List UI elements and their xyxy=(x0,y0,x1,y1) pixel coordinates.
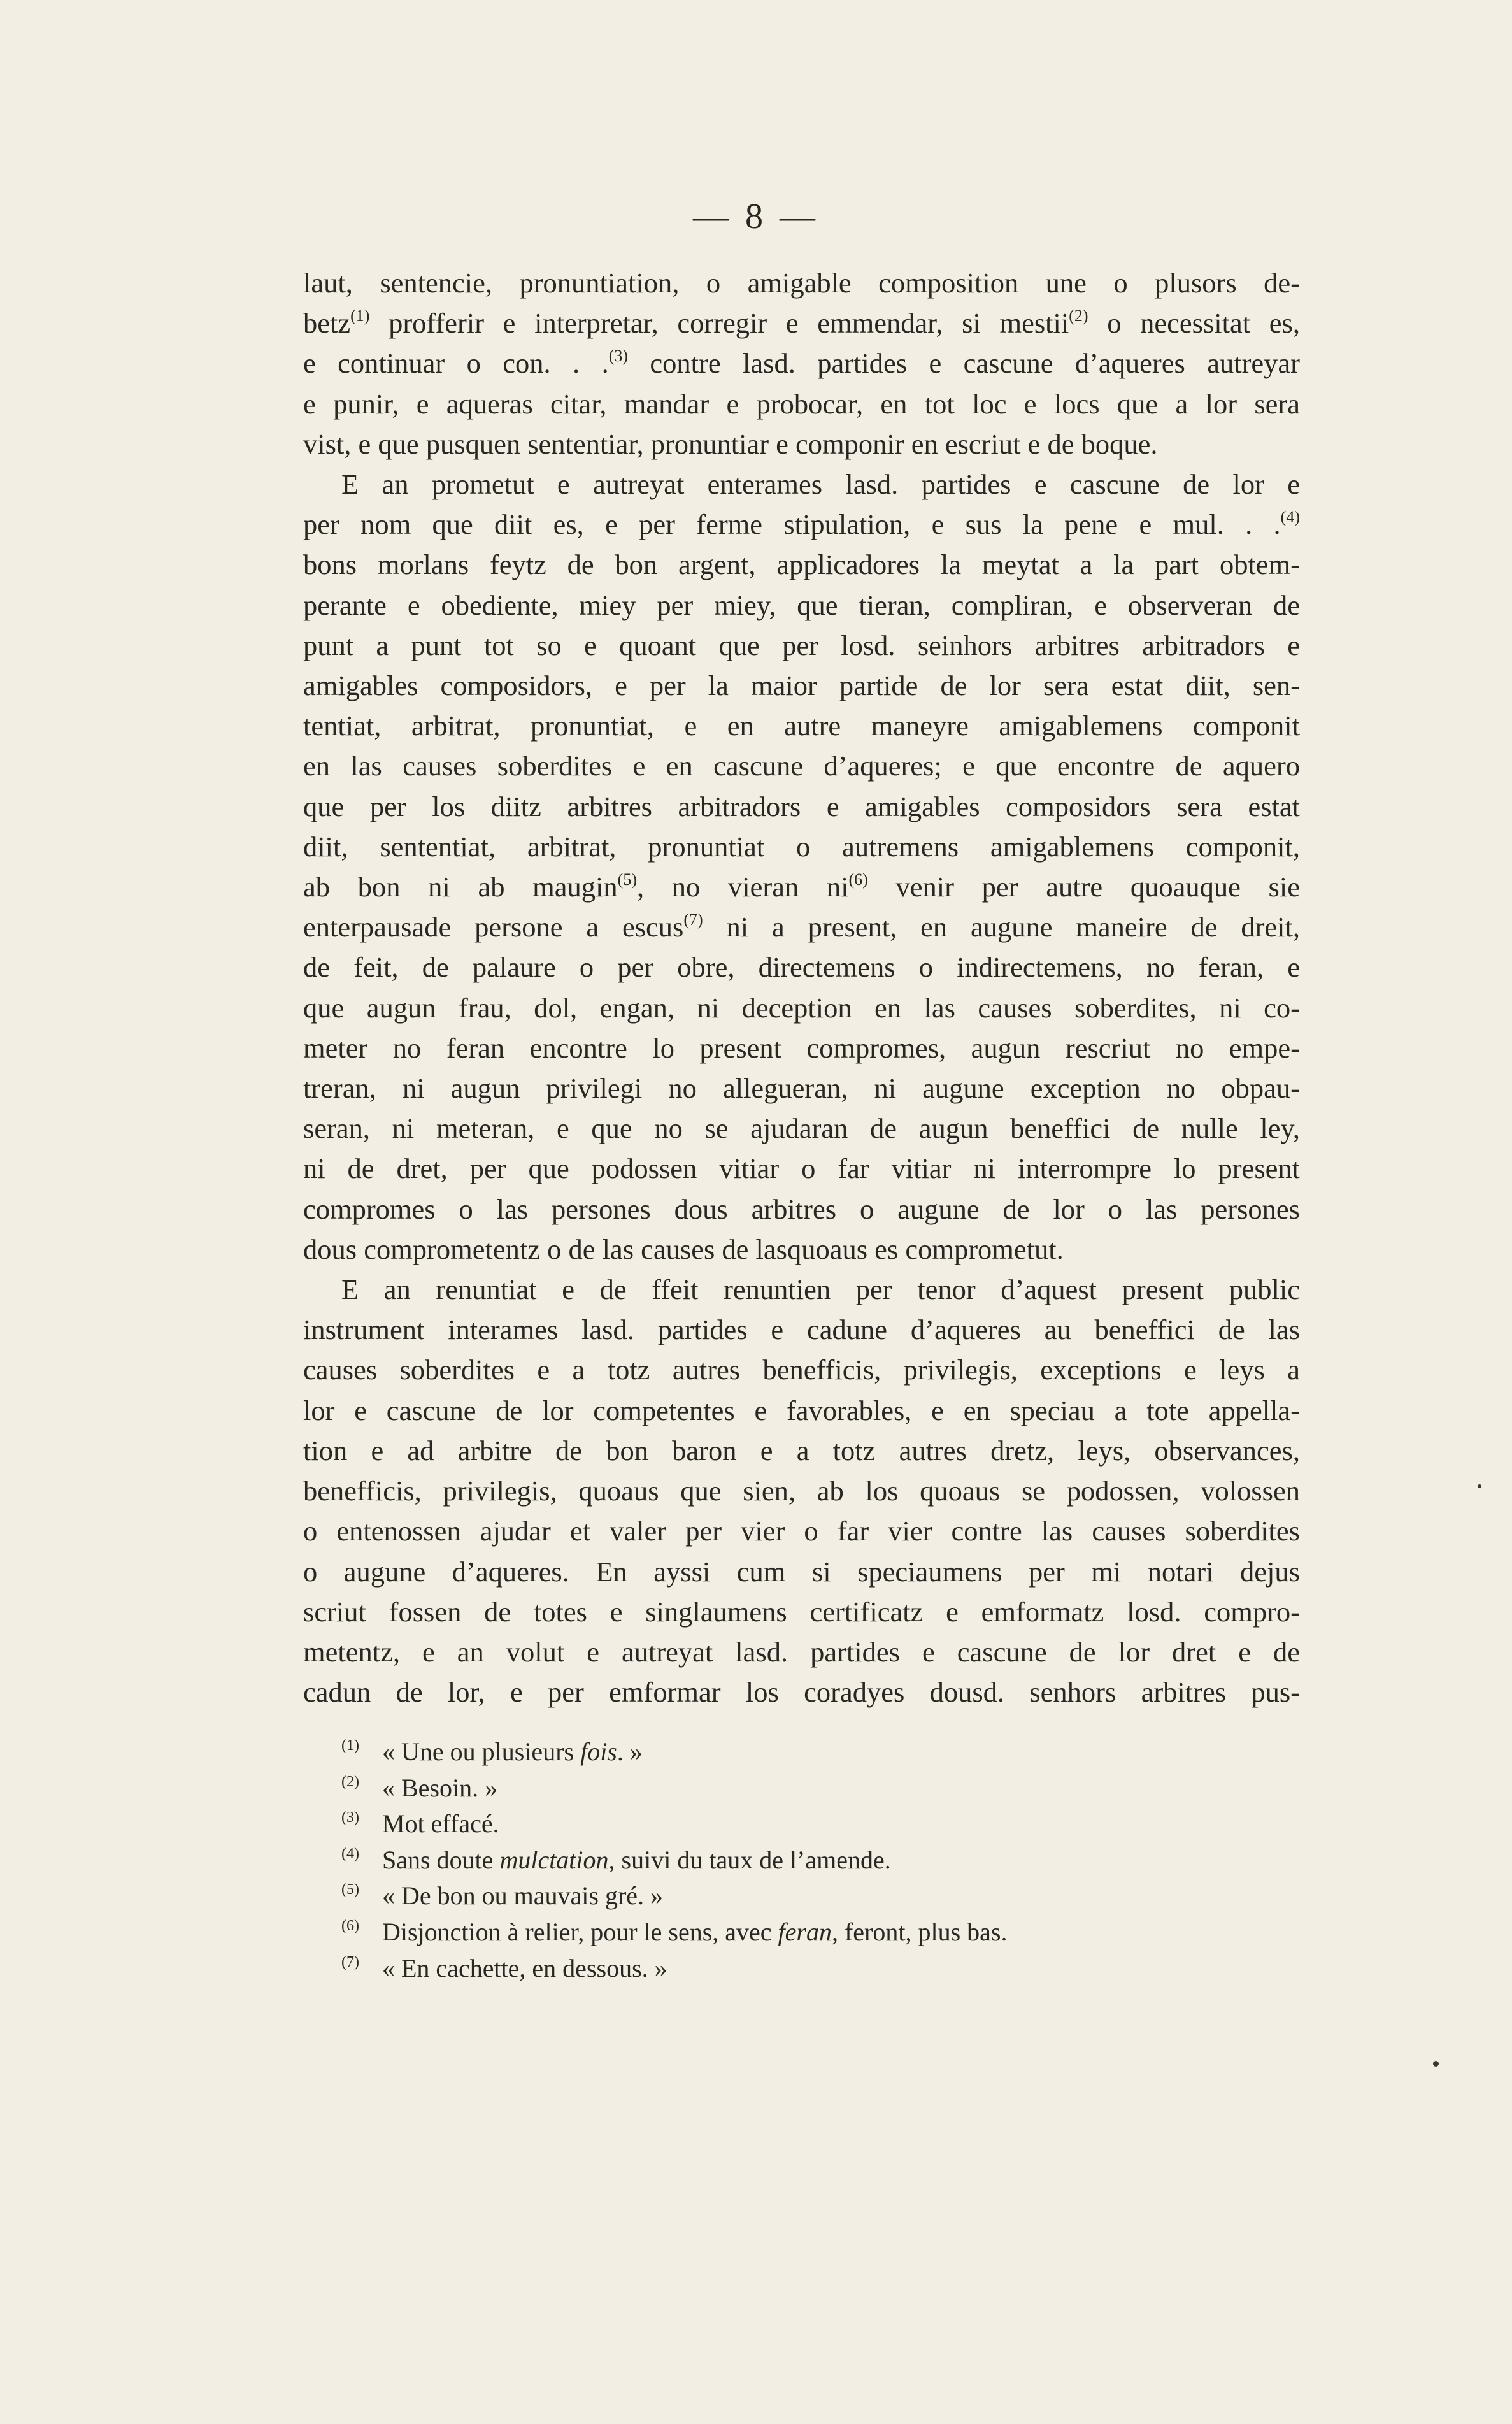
text-run: punt a punt tot so e quoant que per losd. seinhors arbitres arbitradors e xyxy=(303,629,1300,661)
text-line xyxy=(303,263,1300,303)
footnote-number: (6) xyxy=(341,1917,359,1934)
text-line xyxy=(303,626,1300,666)
text-run: amigables composidors, e per la maior partide de lor sera estat diit, sen- xyxy=(303,670,1300,702)
text-run: ab bon ni ab maugin xyxy=(303,871,618,903)
text-line xyxy=(303,1511,1300,1551)
footnote xyxy=(341,1842,1169,1879)
text-line xyxy=(303,787,1300,827)
text-run: compromes o las persones dous arbitres o augune de lor o las persones xyxy=(303,1193,1300,1225)
text-run: , no vieran ni xyxy=(636,871,849,903)
footnote-text-run: Disjonction à relier, pour le sens, avec xyxy=(382,1917,778,1946)
text-run: enterpausade persone a escus xyxy=(303,911,684,943)
footnote-number: (3) xyxy=(341,1809,359,1826)
footnote-ref: (2) xyxy=(1069,306,1088,326)
footnote-text-run: Mot effacé. xyxy=(382,1809,499,1839)
text-line xyxy=(303,505,1300,545)
text-run: que augun frau, dol, engan, ni deception en las causes soberdites, ni co- xyxy=(303,991,1300,1024)
footnote-number: (7) xyxy=(341,1953,359,1970)
text-line xyxy=(303,1028,1300,1068)
footnote-italic: mulctation xyxy=(499,1845,609,1874)
footnote xyxy=(341,1951,1169,1987)
text-run: o entenossen ajudar et valer per vier o far vier contre las causes soberdites xyxy=(303,1515,1300,1547)
text-line xyxy=(303,424,1300,464)
text-line xyxy=(303,827,1300,867)
text-run: o necessitat es, xyxy=(1088,307,1300,340)
text-run: E an renuntiat e de ffeit renuntien per tenor d’aquest present public xyxy=(341,1273,1300,1306)
footnote xyxy=(341,1914,1169,1951)
text-run: e punir, e aqueras citar, mandar e probocar, en tot loc e locs que a lor sera xyxy=(303,387,1300,420)
text-run: laut, sentencie, pronuntiation, o amigable composition une o plusors de- xyxy=(303,267,1300,299)
text-run: tion e ad arbitre de bon baron e a totz autres dretz, leys, observances, xyxy=(303,1434,1300,1467)
footnote-number: (4) xyxy=(341,1845,359,1862)
text-run: betz xyxy=(303,307,351,340)
text-run: benefficis, privilegis, quoaus que sien, ab los quoaus se podossen, volossen xyxy=(303,1475,1300,1507)
text-run: que per los diitz arbitres arbitradors e amigables composidors sera estat xyxy=(303,790,1300,822)
text-line xyxy=(303,1189,1300,1230)
text-run: profferir e interpretar, corregir e emmendar, si mestii xyxy=(369,307,1069,340)
ink-speck xyxy=(1478,1484,1481,1488)
text-line xyxy=(303,343,1300,384)
footnote xyxy=(341,1806,1169,1842)
text-line xyxy=(303,947,1300,987)
text-run: seran, ni meteran, e que no se ajudaran de augun beneffici de nulle ley, xyxy=(303,1112,1300,1145)
text-run: per nom que diit es, e per ferme stipulation, e sus la pene e mul. . . xyxy=(303,508,1281,541)
text-run: bons morlans feytz de bon argent, applicadores la meytat a la part obtem- xyxy=(303,549,1300,581)
text-run: tentiat, arbitrat, pronuntiat, e en autre maneyre amigablemens componit xyxy=(303,710,1300,742)
footnote-italic: fois xyxy=(580,1737,617,1766)
text-line xyxy=(303,1310,1300,1350)
footnote-number: (5) xyxy=(341,1881,359,1898)
text-run: cadun de lor, e per emformar los coradyes dousd. senhors arbitres pus- xyxy=(303,1676,1300,1709)
footnote-text-run: « En cachette, en dessous. » xyxy=(382,1953,667,1983)
footnote-text xyxy=(382,1878,663,1914)
footnote-text xyxy=(382,1842,891,1879)
footnote-ref: (7) xyxy=(683,910,703,929)
text-line xyxy=(303,666,1300,706)
footnote xyxy=(341,1878,1169,1914)
text-run: metentz, e an volut e autreyat lasd. partides e cascune de lor dret e de xyxy=(303,1635,1300,1668)
footnote-text xyxy=(382,1914,1007,1951)
text-line xyxy=(303,384,1300,424)
body-text xyxy=(303,263,1300,1712)
text-run: treran, ni augun privilegi no allegueran, ni augune exception no obpau- xyxy=(303,1072,1300,1105)
text-line xyxy=(303,1108,1300,1149)
text-run: en las causes soberdites e en cascune d’aqueres; e que encontre de aquero xyxy=(303,750,1300,782)
footnote-ref: (6) xyxy=(848,870,868,889)
text-line xyxy=(303,1230,1300,1270)
footnote-ref: (5) xyxy=(617,870,637,889)
footnote-ref: (4) xyxy=(1280,508,1300,527)
text-line xyxy=(303,585,1300,626)
page-number: — 8 — xyxy=(693,197,819,236)
text-line xyxy=(303,1350,1300,1390)
text-line xyxy=(303,1672,1300,1712)
text-run: causes soberdites e a totz autres benefficis, privilegis, exceptions e leys a xyxy=(303,1354,1300,1386)
text-run: de feit, de palaure o per obre, directemens o indirectemens, no feran, e xyxy=(303,951,1300,984)
text-run: contre lasd. partides e cascune d’aqueres autreyar xyxy=(628,347,1300,380)
text-run: scriut fossen de totes e singlaumens certificatz e emformatz losd. compro- xyxy=(303,1595,1300,1628)
footnote xyxy=(341,1770,1169,1807)
footnote-ref: (3) xyxy=(608,347,629,366)
footnote-text-run: , feront, plus bas. xyxy=(831,1917,1008,1946)
footnote-text-run: Sans doute xyxy=(382,1845,500,1874)
text-line xyxy=(303,746,1300,786)
text-line xyxy=(303,1632,1300,1672)
text-run: ni de dret, per que podossen vitiar o far vitiar ni interrompre lo present xyxy=(303,1152,1300,1185)
text-line xyxy=(303,1471,1300,1511)
footnotes xyxy=(341,1734,1169,1986)
text-run: lor e cascune de lor competentes e favorables, e en speciau a tote appella- xyxy=(303,1394,1300,1426)
text-line xyxy=(303,988,1300,1028)
text-line xyxy=(303,1592,1300,1632)
text-run: E an prometut e autreyat enterames lasd. partides e cascune de lor e xyxy=(341,468,1300,501)
footnote xyxy=(341,1734,1169,1770)
footnote-text-run: « De bon ou mauvais gré. » xyxy=(382,1881,664,1911)
text-run: diit, sententiat, arbitrat, pronuntiat o autremens amigablemens componit, xyxy=(303,830,1300,863)
text-run: vist, e que pusquen sententiar, pronuntiar e componir en escriut e de boque. xyxy=(303,427,1158,460)
text-run: perante e obediente, miey per miey, que tieran, compliran, e observeran de xyxy=(303,589,1300,621)
text-line xyxy=(303,867,1300,907)
text-run: dous comprometentz o de las causes de lasquoaus es comprometut. xyxy=(303,1233,1064,1265)
text-line xyxy=(303,907,1300,947)
text-line xyxy=(303,545,1300,585)
text-line xyxy=(303,464,1300,505)
text-line xyxy=(303,1391,1300,1431)
footnote-italic: feran xyxy=(778,1917,832,1946)
text-line xyxy=(303,1149,1300,1189)
footnote-text-run: , suivi du taux de l’amende. xyxy=(608,1845,891,1874)
text-line xyxy=(303,303,1300,343)
footnote-text-run: « Besoin. » xyxy=(382,1773,498,1802)
text-line xyxy=(303,1552,1300,1592)
text-run: e continuar o con. . . xyxy=(303,347,609,380)
text-line xyxy=(303,1270,1300,1310)
text-line xyxy=(303,1431,1300,1471)
text-line xyxy=(303,706,1300,746)
text-run: meter no feran encontre lo present compromes, augun rescriut no empe- xyxy=(303,1031,1300,1064)
footnote-text-run: . » xyxy=(617,1737,643,1766)
footnote-text xyxy=(382,1770,497,1807)
text-run: o augune d’aqueres. En ayssi cum si speciaumens per mi notari dejus xyxy=(303,1555,1300,1588)
footnote-text xyxy=(382,1734,643,1770)
footnote-ref: (1) xyxy=(350,306,370,326)
footnote-number: (2) xyxy=(341,1773,359,1790)
text-run: instrument interames lasd. partides e cadune d’aqueres au beneffici de las xyxy=(303,1314,1300,1346)
footnote-number: (1) xyxy=(341,1737,359,1754)
text-run: ni a present, en augune maneire de dreit, xyxy=(703,911,1300,943)
footnote-text xyxy=(382,1951,667,1987)
footnote-text-run: « Une ou plusieurs xyxy=(382,1737,581,1766)
footnote-text xyxy=(382,1806,499,1842)
text-line xyxy=(303,1068,1300,1108)
ink-speck xyxy=(1433,2061,1439,2067)
text-run: venir per autre quoauque sie xyxy=(867,871,1300,903)
